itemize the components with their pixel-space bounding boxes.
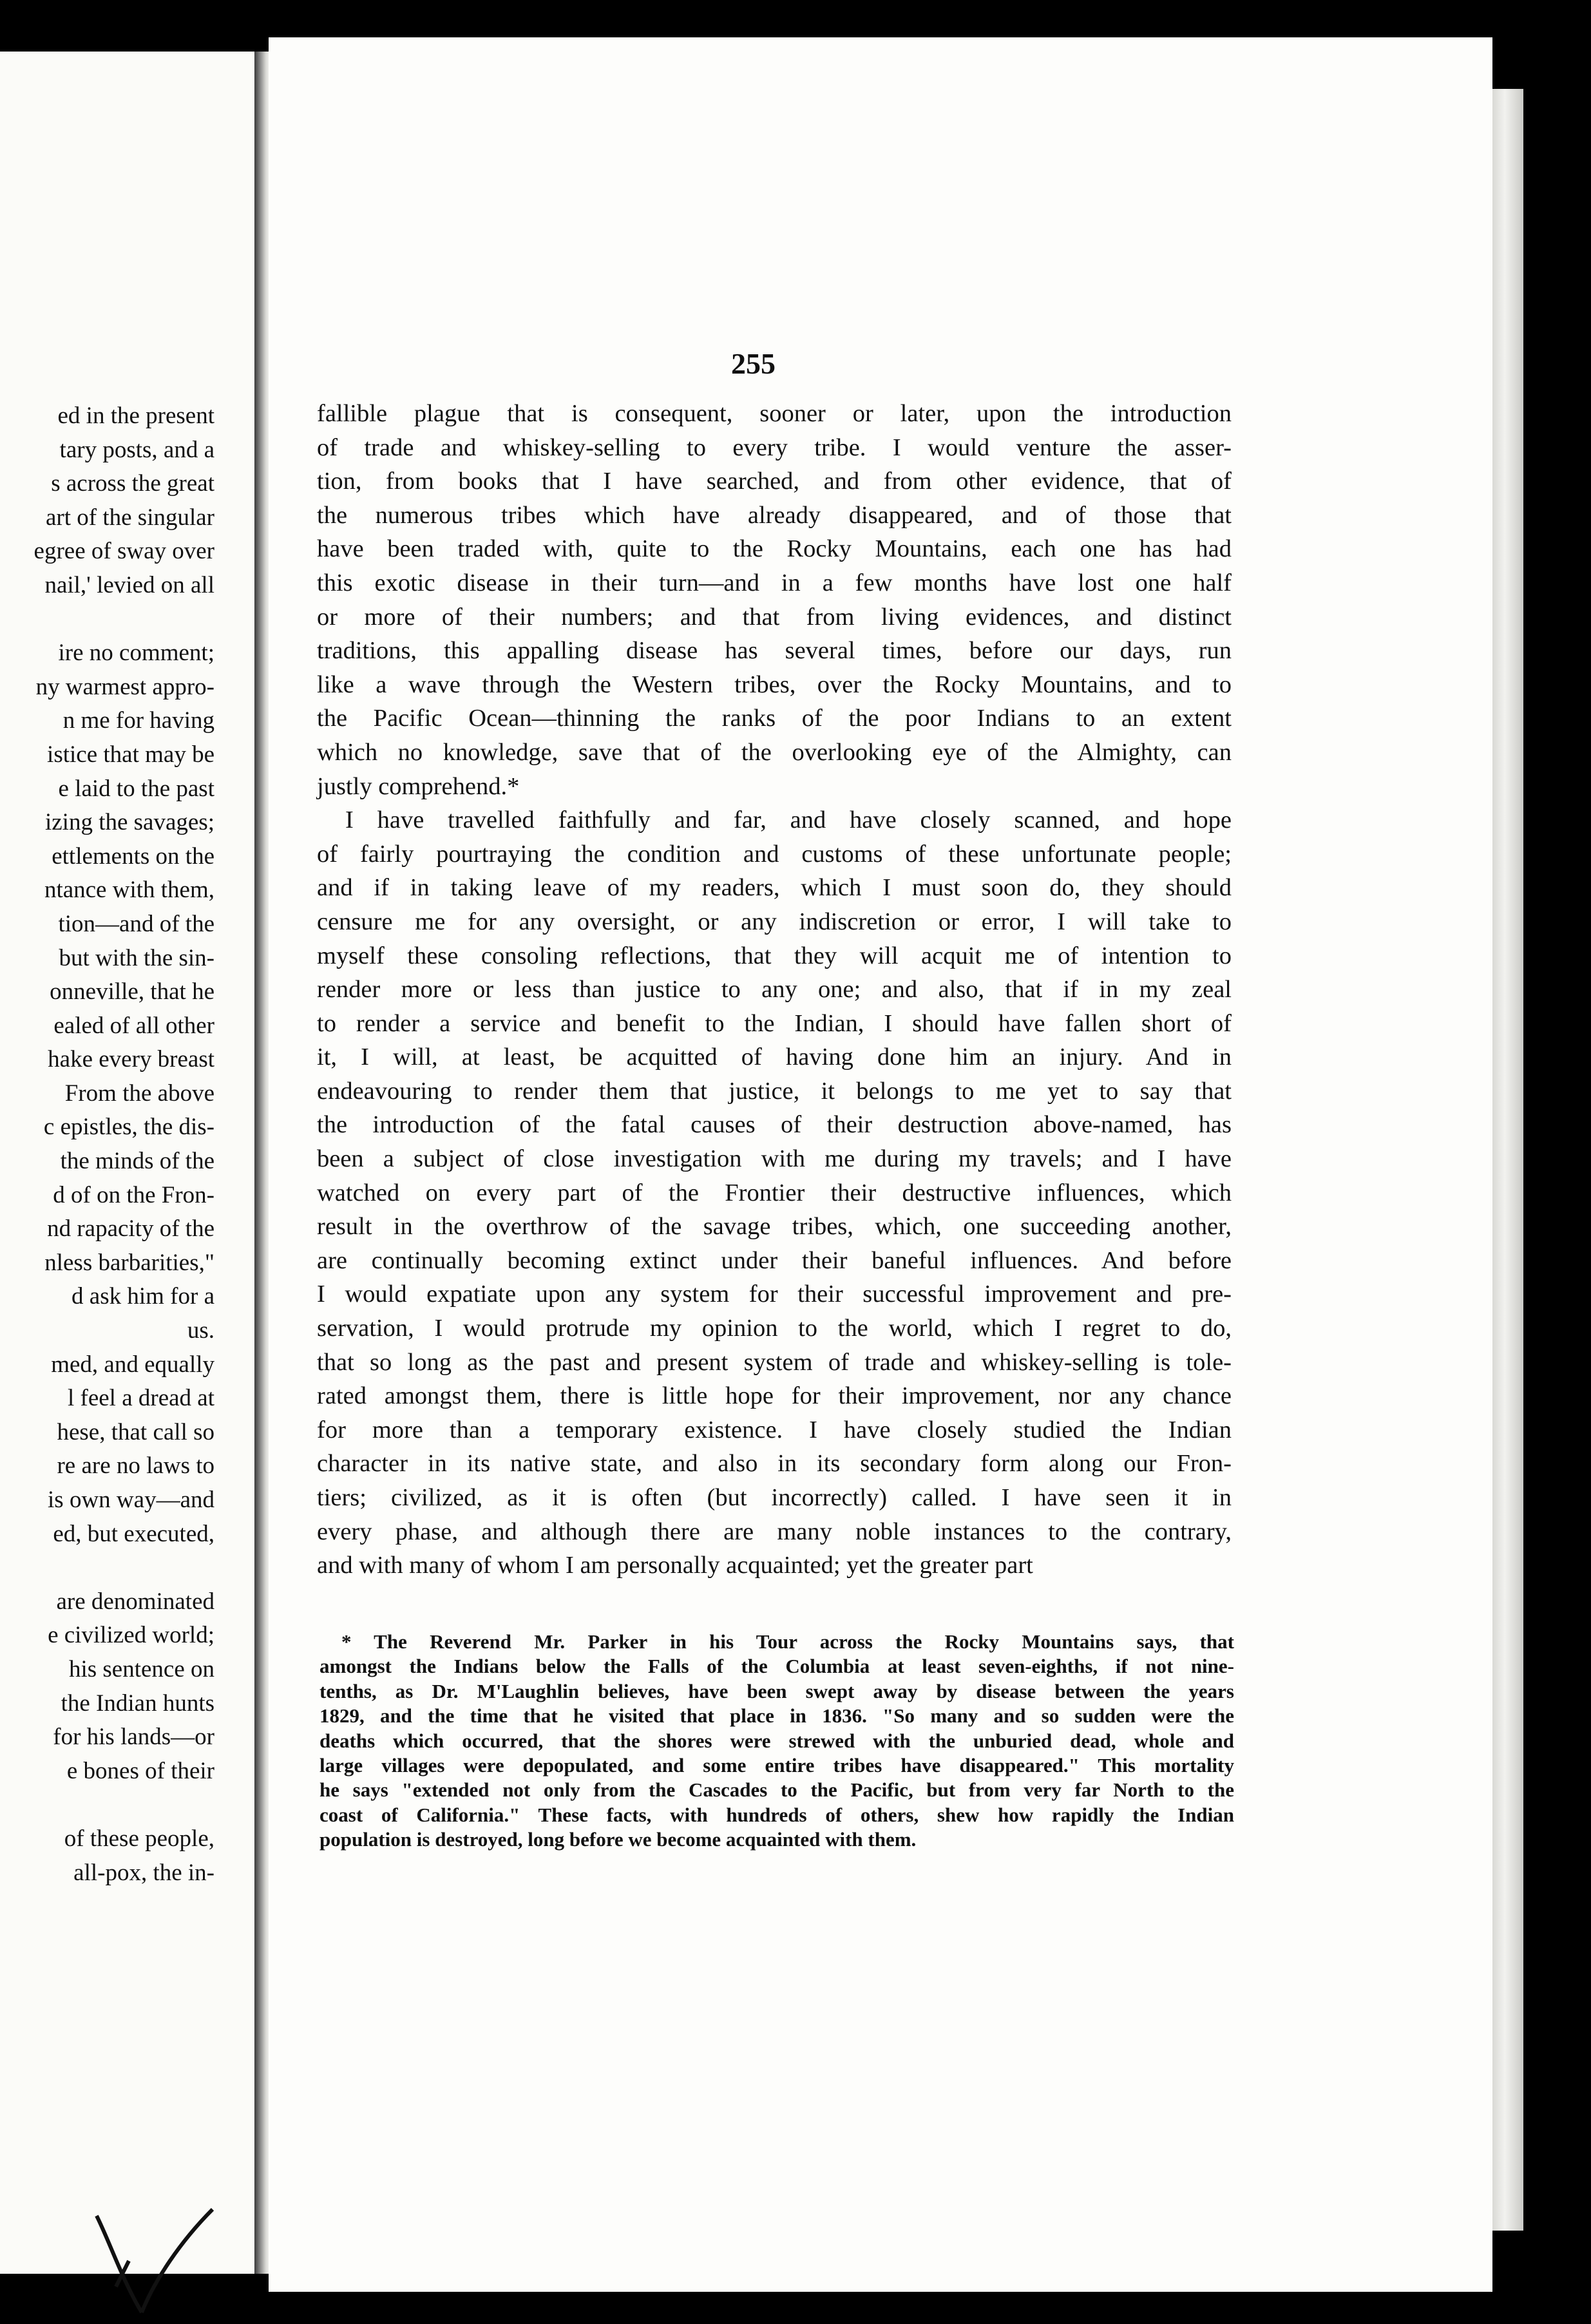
left-page-line: ed, but executed,: [53, 1520, 214, 1547]
left-page-line: the minds of the: [60, 1148, 214, 1175]
body-line: of trade and whiskey-selling to every tribe. I would venture the asser-: [317, 433, 1232, 461]
body-line: traditions, this appalling disease has several times, before our days, run: [317, 637, 1232, 665]
body-line: like a wave through the Western tribes, over the Rocky Mountains, and to: [317, 671, 1232, 698]
left-page-line: e civilized world;: [48, 1622, 214, 1649]
body-line: and if in taking leave of my readers, which I must soon do, they should: [317, 874, 1232, 902]
footnote-line: population is destroyed, long before we become acquainted with them.: [319, 1828, 917, 1851]
body-line: been a subject of close investigation with me during my travels; and I have: [317, 1145, 1232, 1173]
left-page-line: [0, 1788, 214, 1822]
left-facing-page: [0, 52, 254, 2274]
footnote-line: * The Reverend Mr. Parker in his Tour across the Rocky Mountains says, that: [341, 1630, 1234, 1653]
body-line: rated amongst them, there is little hope for their improvement, nor any chance: [317, 1382, 1232, 1410]
left-page-line: us.: [187, 1317, 214, 1344]
left-page-line: l feel a dread at: [67, 1385, 214, 1412]
body-line: the numerous tribes which have already disappeared, and of those that: [317, 501, 1232, 529]
left-page-line: c epistles, the dis-: [43, 1114, 214, 1141]
footnote: [319, 1630, 1234, 1853]
margin-scribble-mark: [90, 2203, 219, 2319]
footnote-line: he says "extended not only from the Cascades to the Pacific, but from very far North to the: [319, 1778, 1234, 1802]
footnote-line: 1829, and the time that he visited that place in 1836. "So many and so sudden were the: [319, 1704, 1234, 1728]
footnote-line: tenths, as Dr. M'Laughlin believes, have been swept away by disease between the years: [319, 1679, 1234, 1702]
left-page-line: onneville, that he: [50, 978, 214, 1005]
body-line: censure me for any oversight, or any indiscretion or error, I will take to: [317, 908, 1232, 935]
left-page-line: nless barbarities,": [44, 1249, 214, 1276]
left-page-line: is own way—and: [48, 1487, 214, 1513]
left-page-line: the Indian hunts: [61, 1690, 214, 1717]
left-page-text: [0, 399, 214, 1890]
left-page-line: art of the singular: [46, 504, 214, 531]
left-page-line: hese, that call so: [57, 1418, 214, 1445]
body-line: watched on every part of the Frontier their destructive influences, which: [317, 1179, 1232, 1206]
page-number: 255: [731, 347, 776, 380]
body-line: I have travelled faithfully and far, and have closely scanned, and hope: [345, 806, 1232, 834]
left-page-line: izing the savages;: [44, 809, 214, 836]
left-page-line: e bones of their: [66, 1757, 214, 1784]
left-page-line: are denominated: [56, 1588, 214, 1615]
left-page-line: all-pox, the in-: [73, 1859, 214, 1886]
left-page-line: From the above: [64, 1080, 214, 1107]
body-line: I would expatiate upon any system for their successful improvement and pre-: [317, 1281, 1232, 1308]
left-page-line: ed in the present: [57, 403, 214, 429]
body-line: myself these consoling reflections, that they will acquit me of intention to: [317, 942, 1232, 969]
footnote-line: amongst the Indians below the Falls of the Columbia at least seven-eighths, if not nine-: [319, 1655, 1234, 1678]
body-line: render more or less than justice to any one; and also, that if in my zeal: [317, 976, 1232, 1004]
left-page-line: ntance with them,: [44, 877, 214, 904]
left-page-line: of these people,: [64, 1825, 214, 1852]
left-page-line: hake every breast: [48, 1046, 214, 1073]
body-line: every phase, and although there are many noble instances to the contrary,: [317, 1518, 1232, 1545]
body-line: endeavouring to render them that justice, it belongs to me yet to say that: [317, 1077, 1232, 1105]
left-page-line: med, and equally: [51, 1351, 214, 1378]
body-line: to render a service and benefit to the Indian, I should have fallen short of: [317, 1009, 1232, 1037]
body-line: the introduction of the fatal causes of their destruction above-named, has: [317, 1111, 1232, 1139]
body-line: it, I will, at least, be acquitted of having done him an injury. And in: [317, 1043, 1232, 1071]
left-page-line: ire no comment;: [58, 640, 214, 667]
left-page-line: re are no laws to: [57, 1452, 214, 1480]
left-page-line: ettlements on the: [52, 843, 214, 870]
left-page-line: but with the sin-: [59, 944, 214, 971]
left-page-line: his sentence on: [68, 1655, 214, 1682]
left-page-line: for his lands—or: [53, 1724, 214, 1751]
left-page-line: istice that may be: [47, 741, 214, 768]
body-line: have been traded with, quite to the Rocky Mountains, each one has had: [317, 535, 1232, 563]
left-page-line: nail,' levied on all: [44, 571, 214, 598]
body-line: for more than a temporary existence. I have closely studied the Indian: [317, 1416, 1232, 1443]
left-page-line: d ask him for a: [71, 1283, 214, 1310]
left-page-line: [0, 603, 214, 637]
body-line: servation, I would protrude my opinion to the world, which I regret to do,: [317, 1315, 1232, 1342]
body-line: tiers; civilized, as it is often (but incorrectly) called. I have seen it in: [317, 1484, 1232, 1511]
body-line: justly comprehend.*: [317, 772, 520, 800]
left-page-line: e laid to the past: [58, 775, 214, 802]
left-page-line: tion—and of the: [58, 910, 214, 937]
footnote-line: deaths which occurred, that the shores were strewed with the unburied dead, whole and: [319, 1729, 1234, 1752]
body-line: tion, from books that I have searched, and from other evidence, that of: [317, 468, 1232, 495]
body-line: are continually becoming extinct under their baneful influences. And before: [317, 1246, 1232, 1274]
left-page-line: [0, 1551, 214, 1585]
body-line: and with many of whom I am personally acquainted; yet the greater part: [317, 1552, 1033, 1579]
body-line: fallible plague that is consequent, sooner or later, upon the introduction: [317, 400, 1232, 427]
left-page-line: s across the great: [51, 470, 214, 497]
footnote-line: large villages were depopulated, and some entire tribes have disappeared." This mortality: [319, 1753, 1234, 1776]
left-page-line: egree of sway over: [33, 538, 214, 565]
left-page-line: d of on the Fron-: [53, 1181, 214, 1208]
body-line: or more of their numbers; and that from living evidences, and distinct: [317, 603, 1232, 631]
left-page-line: tary posts, and a: [59, 436, 214, 463]
left-page-line: ny warmest appro-: [35, 673, 214, 700]
left-page-line: ealed of all other: [53, 1012, 214, 1039]
body-line: that so long as the past and present system of trade and whiskey-selling is tole-: [317, 1348, 1232, 1376]
footnote-line: coast of California." These facts, with hundreds of others, shew how rapidly the Indian: [319, 1803, 1234, 1826]
book-gutter: [254, 52, 269, 2274]
left-page-line: nd rapacity of the: [47, 1215, 214, 1243]
body-line: of fairly pourtraying the condition and customs of these unfortunate people;: [317, 840, 1232, 868]
body-line: character in its native state, and also in its secondary form along our Fron-: [317, 1450, 1232, 1478]
page-edge-strip: [1492, 89, 1523, 2231]
body-text: [317, 397, 1232, 1583]
body-line: this exotic disease in their turn—and in a few months have lost one half: [317, 569, 1232, 596]
body-line: result in the overthrow of the savage tribes, which, one succeeding another,: [317, 1213, 1232, 1241]
body-line: the Pacific Ocean—thinning the ranks of the poor Indians to an extent: [317, 705, 1232, 732]
left-page-line: n me for having: [62, 707, 214, 734]
body-line: which no knowledge, save that of the overlooking eye of the Almighty, can: [317, 738, 1232, 766]
